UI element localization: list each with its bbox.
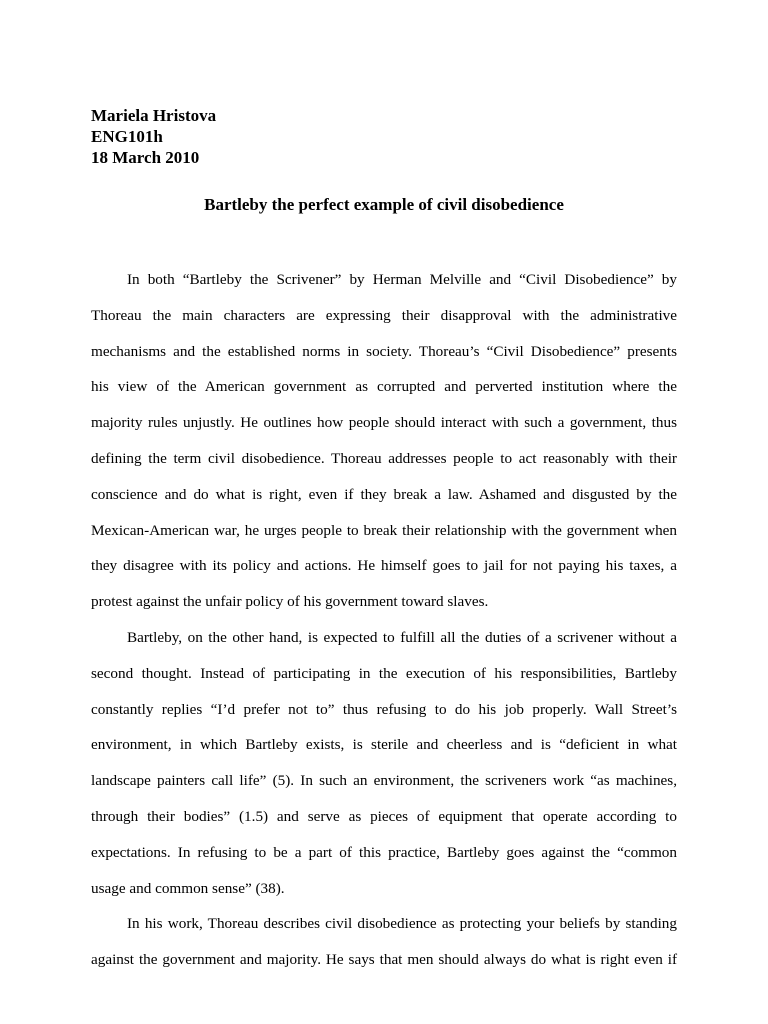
paragraph-line: mechanisms and the established norms in society. Thoreau’s “Civil Disobedience” presents <box>91 342 677 360</box>
paragraph-line: against the government and majority. He says that men should always do what is right even if <box>91 951 677 969</box>
essay-body <box>91 262 677 978</box>
paragraph-line: majority rules unjustly. He outlines how people should interact with such a government, thus <box>91 414 677 432</box>
paragraph-line: his view of the American government as corrupted and perverted institution where the <box>91 378 677 396</box>
course-code: ENG101h <box>91 127 163 146</box>
paragraph-1 <box>91 262 677 620</box>
document-date: 18 March 2010 <box>91 148 200 167</box>
paragraph-line: environment, in which Bartleby exists, is sterile and cheerless and is “deficient in what <box>91 736 677 754</box>
paragraph-line: they disagree with its policy and actions. He himself goes to jail for not paying his taxes, a <box>91 557 677 575</box>
paragraph-line: defining the term civil disobedience. Thoreau addresses people to act reasonably with their <box>91 449 677 467</box>
paragraph-line: protest against the unfair policy of his government toward slaves. <box>91 593 489 611</box>
paragraph-line: expectations. In refusing to be a part of this practice, Bartleby goes against the “common <box>91 843 677 861</box>
author-name: Mariela Hristova <box>91 106 217 125</box>
paragraph-line: Thoreau the main characters are expressing their disapproval with the administrative <box>91 306 677 324</box>
paragraph-line: usage and common sense” (38). <box>91 879 285 897</box>
essay-title: Bartleby the perfect example of civil disobedience <box>204 195 564 214</box>
paragraph-line: landscape painters call life” (5). In such an environment, the scriveners work “as machines, <box>91 772 677 790</box>
paragraph-3 <box>91 906 677 978</box>
paragraph-line: In both “Bartleby the Scrivener” by Herman Melville and “Civil Disobedience” by <box>127 271 677 288</box>
paragraph-line: constantly replies “I’d prefer not to” thus refusing to do his job properly. Wall Street’s <box>91 700 677 718</box>
paragraph-2 <box>91 620 677 906</box>
paragraph-line: In his work, Thoreau describes civil disobedience as protecting your beliefs by standing <box>127 915 677 933</box>
document-header <box>91 105 216 168</box>
paragraph-line: second thought. Instead of participating in the execution of his responsibilities, Bartleby <box>91 664 677 682</box>
paragraph-line: Mexican-American war, he urges people to break their relationship with the government when <box>91 521 677 539</box>
paragraph-line: through their bodies” (1.5) and serve as pieces of equipment that operate according to <box>91 807 677 825</box>
paragraph-line: Bartleby, on the other hand, is expected to fulfill all the duties of a scrivener without a <box>127 628 677 646</box>
paragraph-line: conscience and do what is right, even if they break a law. Ashamed and disgusted by the <box>91 485 677 503</box>
